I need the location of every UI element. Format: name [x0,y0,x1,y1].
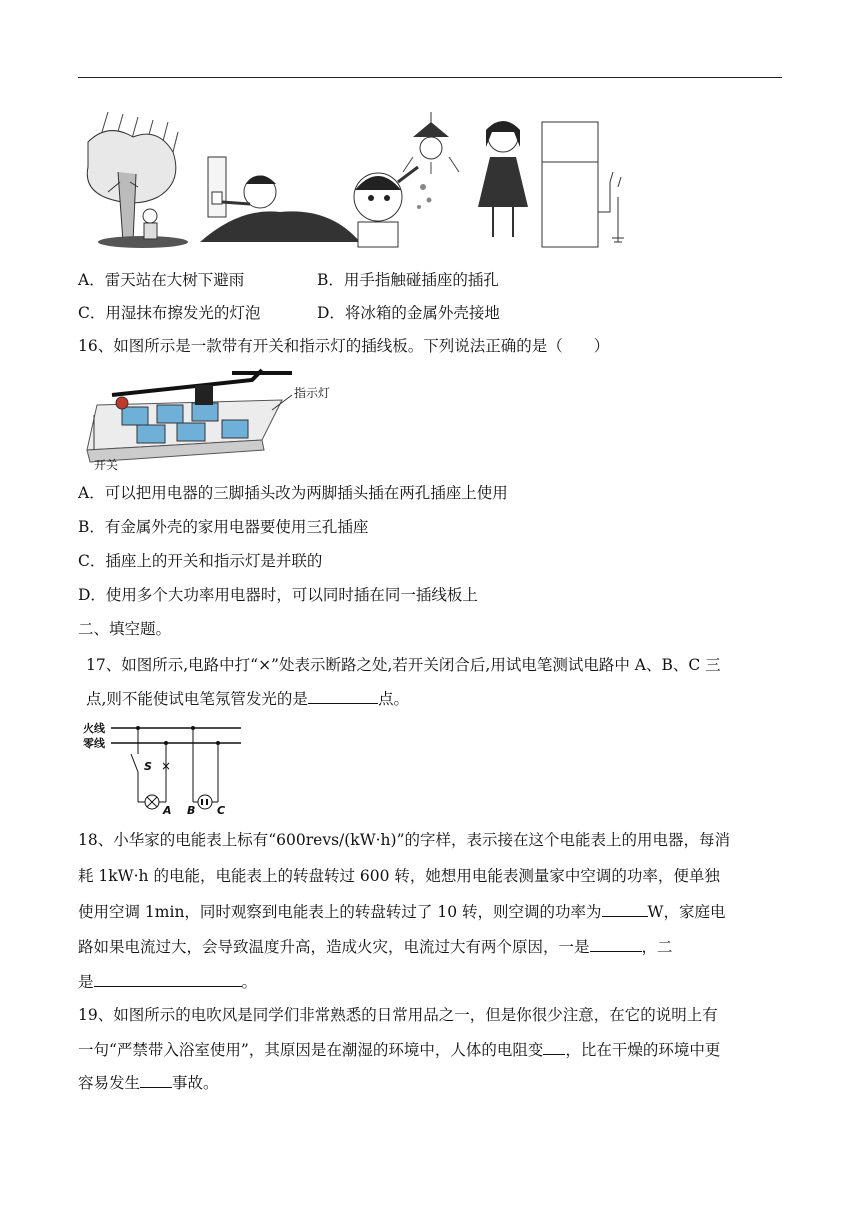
q16-option-b: B．有金属外壳的家用电器要使用三孔插座 [78,518,369,536]
q15-option-c: C．用湿抹布擦发光的灯泡 [78,304,261,322]
q16-option-a: A．可以把用电器的三脚插头改为两脚插头插在两孔插座上使用 [78,484,508,502]
q16-option-c: C．插座上的开关和指示灯是并联的 [78,552,323,570]
q16-stem: 16、如图所示是一款带有开关和指示灯的插线板。下列说法正确的是（ ） [78,337,610,355]
section-2-title: 二、填空题。 [78,620,172,638]
q15-option-b: B．用手指触碰插座的插孔 [317,271,499,289]
q16-power-strip-figure [82,365,352,477]
q18-line-5: 是 。 [78,970,257,993]
q17-line-1: 17、如图所示,电路中打“×”处表示断路之处,若开关闭合后,用试电笔测试电路中 A、B、C 三 [86,656,721,674]
live-wire-label: 火线 [83,722,105,735]
q17-line-2: 点,则不能使试电笔氖管发光的是 点。 [86,687,409,710]
point-a-label: A [163,804,172,815]
q16-option-d: D．使用多个大功率用电器时，可以同时插在同一插线板上 [78,586,478,604]
header-rule [78,77,782,78]
socket-boy-figure [200,157,360,242]
q18-line-1: 18、小华家的电能表上标有“600revs/(kW·h)”的字样，表示接在这个电能表上的用电器，每消 [78,831,731,849]
switch-s-label: S [144,760,152,773]
q18-reason-1-blank[interactable] [590,935,642,952]
neutral-wire-label: 零线 [83,737,105,750]
point-b-label: B [187,804,196,815]
point-c-label: C [217,804,226,815]
q18-line-2: 耗 1kW·h 的电能，电能表上的转盘转过 600 转，她想用电能表测量家中空调的功率，便单独 [78,867,720,885]
indicator-label: 指示灯 [294,386,331,400]
q17-answer-blank[interactable] [308,687,378,704]
q15-option-d: D．将冰箱的金属外壳接地 [317,304,500,322]
q19-line-1: 19、如图所示的电吹风是同学们非常熟悉的日常用品之一，但是你很少注意，在它的说明上有 [78,1006,718,1024]
q15-option-a: A．雷天站在大树下避雨 [78,271,245,289]
q18-power-blank[interactable] [602,900,648,917]
q19-line-3: 容易发生 事故。 [78,1071,219,1094]
tree-rain-figure [87,112,188,248]
q15-illustrations [78,112,638,256]
q17-circuit-figure [83,720,248,815]
break-mark: × [161,759,172,773]
q19-line-2: 一句“严禁带入浴室使用”，其原因是在潮湿的环境中，人体的电阻变 ，比在干燥的环境中更 [78,1038,720,1061]
q19-accident-blank[interactable] [140,1071,172,1088]
q18-line-3: 使用空调 1min，同时观察到电能表上的转盘转过了 10 转，则空调的功率为 W，家庭电 [78,900,725,923]
switch-label: 开关 [94,458,119,472]
q18-line-4: 路如果电流过大，会导致温度升高，造成火灾，电流过大有两个原因，一是 ，二 [78,935,673,958]
lamp-boy-figure [354,112,459,247]
fridge-girl-figure [478,121,624,247]
q18-reason-2-blank[interactable] [94,970,242,987]
q19-resistance-blank[interactable] [543,1038,565,1055]
